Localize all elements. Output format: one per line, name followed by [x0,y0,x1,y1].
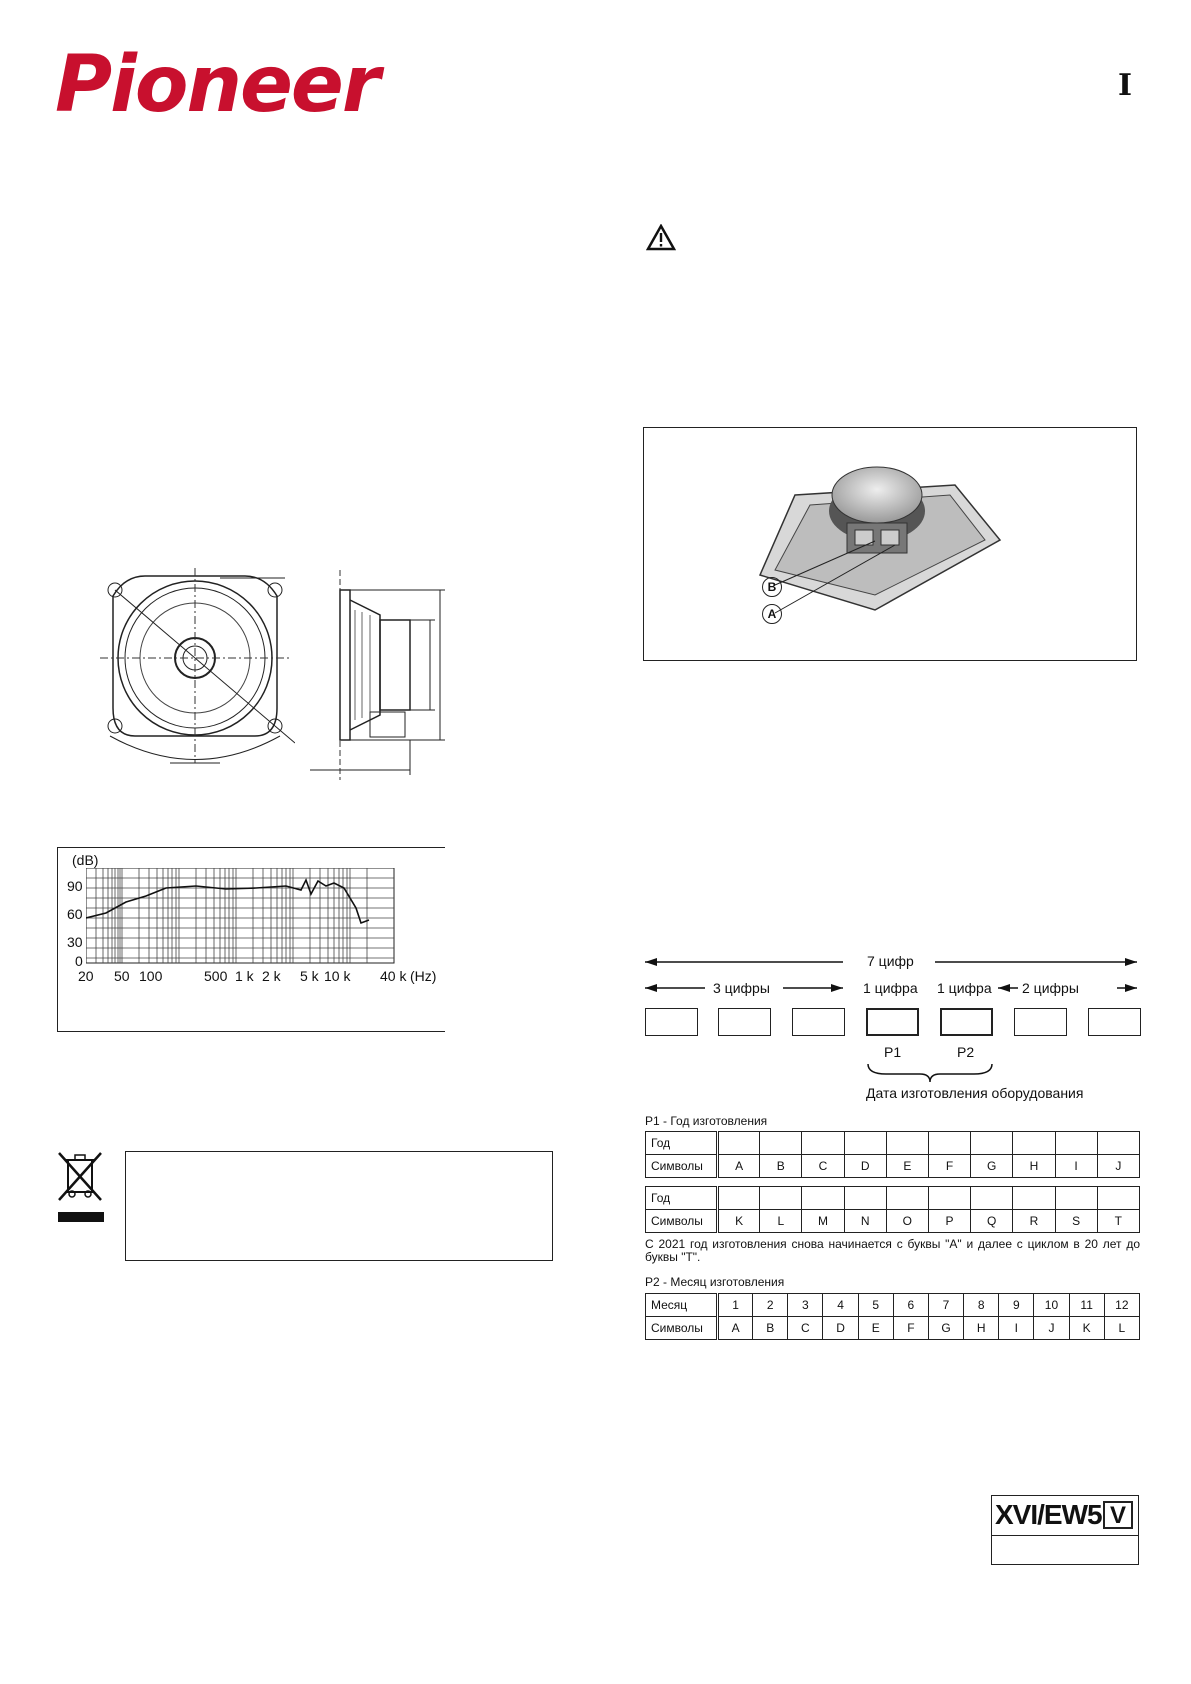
code-digit-box [1088,1008,1141,1036]
p2-digit-label: 1 цифра [937,980,992,996]
graph-x-tick: 40 k [380,968,407,984]
year-row-label: Год [646,1132,718,1155]
year-symbol: L [760,1210,802,1233]
model-code-box [991,1495,1139,1565]
crossed-bin-icon [56,1150,106,1228]
graph-x-tick: 5 k [300,968,319,984]
month-number: 3 [788,1294,823,1317]
month-symbol: L [1104,1317,1139,1340]
year-symbol: S [1055,1210,1097,1233]
year-table-2 [645,1186,1140,1233]
symbol-row-label: Символы [646,1210,718,1233]
month-number: 10 [1034,1294,1069,1317]
warning-icon [646,224,676,251]
year-symbol: E [886,1155,928,1178]
graph-plot-area [86,868,396,964]
year-symbol: M [802,1210,844,1233]
callout-a: A [762,604,782,624]
year-table-1 [645,1131,1140,1178]
year-symbol: R [1013,1210,1055,1233]
year-symbol: K [718,1210,760,1233]
month-symbol: E [858,1317,893,1340]
year-row-label: Год [646,1187,718,1210]
month-symbol: K [1069,1317,1104,1340]
code-digit-box [792,1008,845,1036]
month-number: 2 [753,1294,788,1317]
month-number: 9 [999,1294,1034,1317]
month-symbol: J [1034,1317,1069,1340]
year-table-title: P1 - Год изготовления [645,1114,768,1128]
year-symbol: O [886,1210,928,1233]
pioneer-logo: Pioneer [55,40,379,130]
year-symbol: N [844,1210,886,1233]
graph-x-tick: 100 [139,968,163,984]
month-row-label: Месяц [646,1294,718,1317]
year-symbol: Q [971,1210,1013,1233]
month-number: 7 [928,1294,963,1317]
month-symbol: G [928,1317,963,1340]
month-symbol: F [893,1317,928,1340]
year-symbol: C [802,1155,844,1178]
p1-name: P1 [884,1044,902,1060]
month-symbol: D [823,1317,858,1340]
p1-digit-label: 1 цифра [863,980,918,996]
month-number: 5 [858,1294,893,1317]
graph-x-unit: (Hz) [410,968,437,984]
graph-x-tick: 500 [204,968,228,984]
month-symbol: H [964,1317,999,1340]
month-symbol: A [718,1317,753,1340]
total-digits-label: 7 цифр [867,953,914,969]
symbol-row-label: Символы [646,1317,718,1340]
code-p1-box [866,1008,919,1036]
date-brace [866,1062,994,1084]
code-digit-box [1014,1008,1067,1036]
month-number: 4 [823,1294,858,1317]
speaker-installation-photo [755,445,1005,625]
model-code: XVI/EW5 [995,1499,1102,1530]
page-marker: I [1118,68,1133,103]
month-symbol: C [788,1317,823,1340]
graph-y-tick: 0 [75,953,83,969]
year-symbol: A [718,1155,760,1178]
graph-x-tick: 20 [78,968,94,984]
callout-b: B [762,577,782,597]
speaker-side-diagram [300,570,450,780]
graph-y-tick: 60 [67,906,83,922]
p2-name: P2 [957,1044,975,1060]
year-symbol: H [1013,1155,1055,1178]
year-symbol: T [1097,1210,1139,1233]
month-number: 6 [893,1294,928,1317]
year-symbol: J [1097,1155,1139,1178]
graph-x-tick: 1 k [235,968,254,984]
month-number: 8 [964,1294,999,1317]
month-number: 1 [718,1294,753,1317]
month-number: 11 [1069,1294,1104,1317]
year-symbol: I [1055,1155,1097,1178]
group4-label: 2 цифры [1022,980,1079,996]
manufacture-date-caption: Дата изготовления оборудования [866,1085,1084,1101]
symbol-row-label: Символы [646,1155,718,1178]
graph-x-tick: 10 k [324,968,351,984]
weee-note-box [125,1151,553,1261]
year-symbol: P [928,1210,970,1233]
graph-y-unit: (dB) [72,852,99,868]
graph-y-tick: 30 [67,934,83,950]
year-symbol: G [971,1155,1013,1178]
speaker-front-diagram [95,568,295,768]
month-symbol: B [753,1317,788,1340]
graph-x-tick: 50 [114,968,130,984]
region-code: V [1103,1501,1133,1529]
month-table-title: P2 - Месяц изготовления [645,1275,785,1289]
code-digit-box [645,1008,698,1036]
year-symbol: D [844,1155,886,1178]
code-digit-box [718,1008,771,1036]
graph-x-tick: 2 k [262,968,281,984]
month-number: 12 [1104,1294,1139,1317]
graph-y-tick: 90 [67,878,83,894]
year-cycle-note: С 2021 год изготовления снова начинается с буквы "A" и далее с циклом в 20 лет до буквы "T". [645,1237,1140,1264]
group1-label: 3 цифры [713,980,770,996]
month-table [645,1293,1140,1340]
year-symbol: F [928,1155,970,1178]
code-p2-box [940,1008,993,1036]
year-symbol: B [760,1155,802,1178]
month-symbol: I [999,1317,1034,1340]
